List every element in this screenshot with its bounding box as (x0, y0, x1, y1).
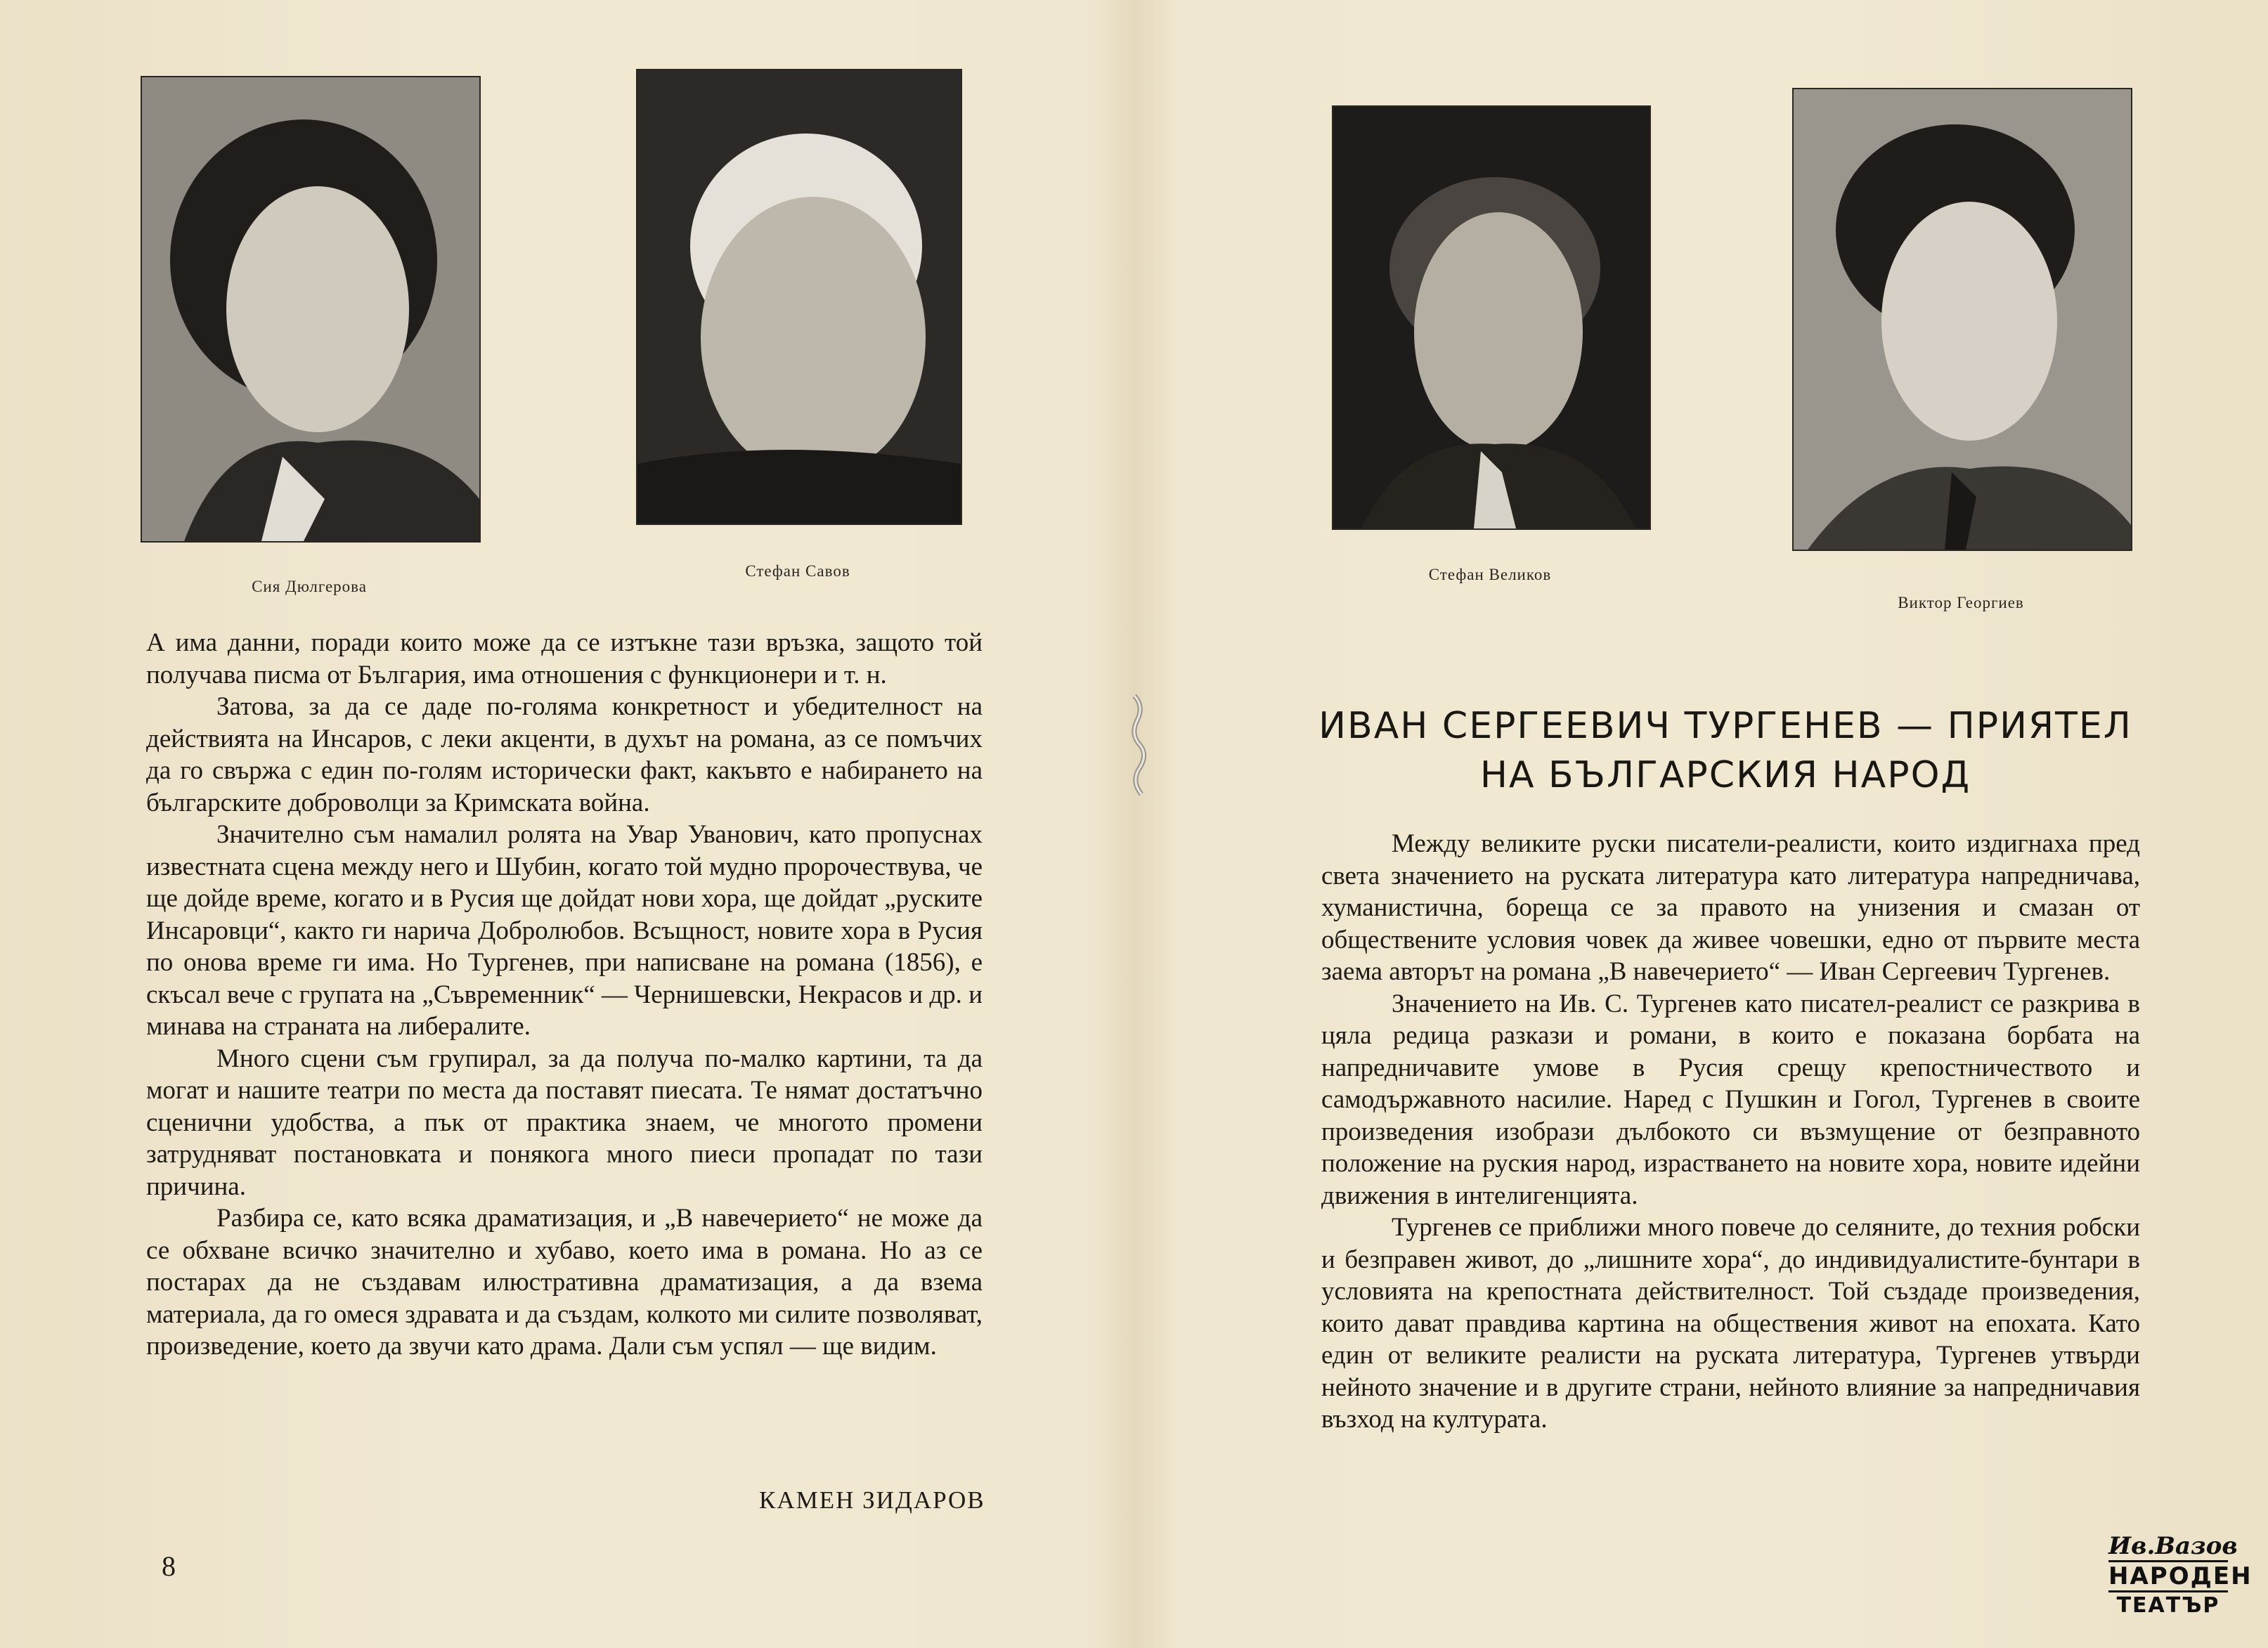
paragraph: Между великите руски писатели-реалисти, които издигнаха пред света значението на руската литература като литература напредничава, хуманистична, бореща се за правото на унизения и смазан от обществените условия човек да живее човешки, едно от първите места заема авторът на романа „В навечерието“ — Иван Сергеевич Тургенев. (1321, 829, 2140, 986)
photo-caption: Виктор Георгиев (1898, 594, 2024, 611)
paragraph: Значението на Ив. С. Тургенев като писател-реалист се разкрива в цяла редица разкази и романи, в които е показана борбата на напредничавите умове в Русия срещу крепостничеството и самодържавното насилие. Наред с Пушкин и Гогол, Тургенев в своите произведения изобрази дълбокото си възмущение от безправното положение на руския народ, израстването на новите хора, новите идейни движения в интелигенцията. (1321, 989, 2140, 1210)
paragraph: Затова, за да се даде по-голяма конкретност и убедителност на действията на Инсаров, с леки акценти, в духът на романа, аз се помъчих да го свържа с един по-голям исторически факт, какъвто е набирането на българските доброволци за Кримската война. (146, 692, 983, 817)
left-page (0, 0, 1125, 1648)
logo-signature: Ив.Вазов (2108, 1532, 2238, 1560)
article-text (1321, 828, 2140, 1436)
photo-caption: Сия Дюлгерова (252, 578, 367, 595)
portrait-photo-stefan-savov (636, 69, 962, 525)
paragraph: Разбира се, като всяка драматизация, и „В навечерието“ не може да се обхване всичко значително и хубаво, което има в романа. Но аз се постарах да не създавам илюстративна драматизация, а да взема материала, да го омеся здравата и да създам, колкото ми силите позволяват, произведение, което да звучи като драма. Дали съм успял — ще видим. (146, 1204, 983, 1361)
paragraph: Тургенев се приближи много повече до селяните, до техния робски и безправен живот, до „лишните хора“, до индивидуалистите-бунтари в условията на крепостната действителност. Той създаде произведения, които дават правдива картина на обществения живот на епохата. Като един от великите реалисти на руската литература, Тургенев утвърди нейното значение и в другите страни, нейното влияние за напредничавия възход на културата. (1321, 1213, 2140, 1434)
logo-text-line: НАРОДЕН (2108, 1560, 2228, 1592)
portrait-photo-viktor-georgiev (1792, 88, 2132, 551)
paragraph: А има данни, поради които може да се изтъкне тази връзка, защото той получава писма от България, има отношения с функционери и т. н. (146, 628, 983, 689)
article-title-line: НА БЪЛГАРСКИЯ НАРОД (1479, 754, 1971, 796)
author-signature: КАМЕН ЗИДАРОВ (759, 1486, 985, 1514)
national-theatre-logo (2108, 1532, 2253, 1630)
page-number: 8 (162, 1550, 176, 1582)
portrait-photo-stefan-velikov (1332, 105, 1651, 530)
portrait-photo-siya-dyulgerova (141, 76, 481, 543)
article-title-line: ИВАН СЕРГЕЕВИЧ ТУРГЕНЕВ — ПРИЯТЕЛ (1318, 705, 2132, 747)
photo-caption: Стефан Великов (1428, 566, 1552, 583)
paragraph: Значително съм намалил ролята на Увар Уванович, като пропуснах известната сцена между него и Шубин, когато той мудно пророчествува, че ще дойде време, когато и в Русия ще дойдат нови хора, ще дойдат „руските Инсаровци“, както ги нарича Добролюбов. Всъщност, новите хора в Русия по онова време ги има. Но Тургенев, при написване на романа (1856), е скъсал вече с групата на „Съвременник“ — Чернишевски, Некрасов и др. и минава на страната на либералите. (146, 820, 983, 1041)
photo-caption: Стефан Савов (745, 562, 850, 580)
logo-text-line: ТЕАТЪР (2116, 1593, 2220, 1618)
article-text (146, 627, 983, 1363)
article-title (1307, 701, 2144, 800)
right-page (1146, 0, 2268, 1648)
paragraph: Много сцени съм групирал, за да получа по-малко картини, та да могат и нашите театри по места да поставят пиесата. Те нямат достатъчно сценични удобства, а пък от практика знаем, че многото промени затрудняват постановката и понякога много пиеси пропадат по тази причина. (146, 1044, 983, 1201)
